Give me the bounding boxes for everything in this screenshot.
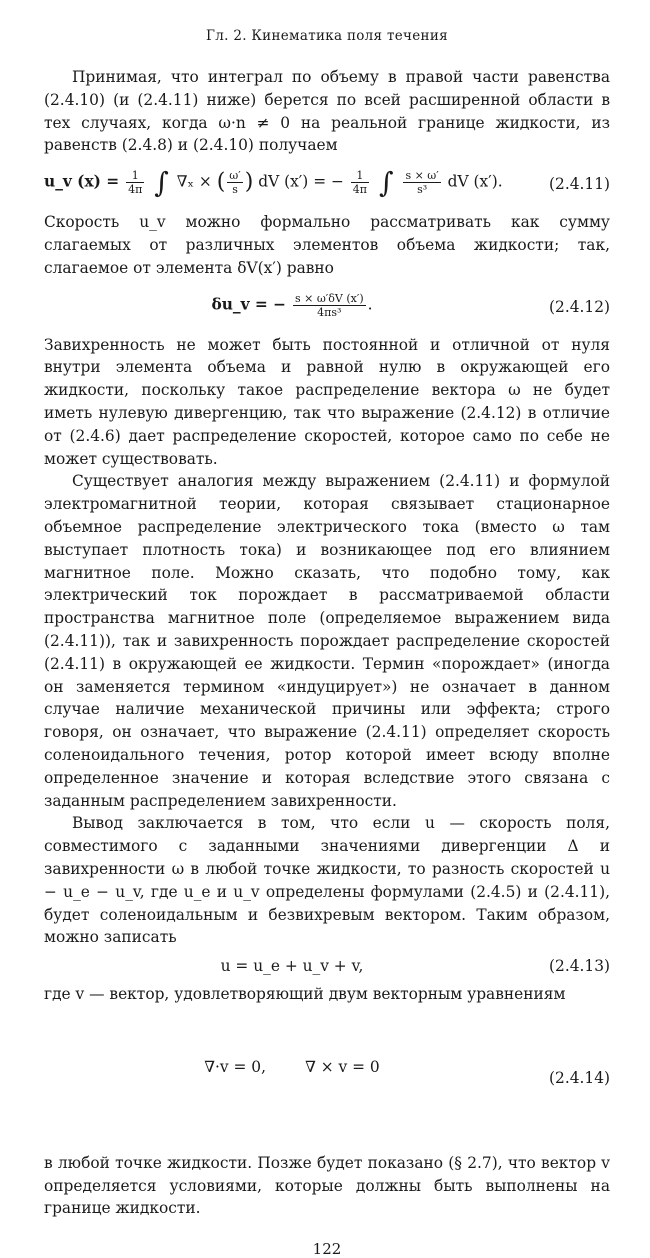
nabla-cross: ∇ₓ × [176, 172, 212, 191]
page-number: 122 [312, 1240, 342, 1258]
equation-body: u = u_e + u_v + v, [220, 957, 364, 976]
frac-num: s × ω′ [405, 169, 439, 183]
frac-num: s × ω′δV (x′) [294, 291, 364, 305]
book-page [44, 28, 610, 1258]
frac-den: s³ [417, 183, 428, 197]
eq-tail: dV (x′). [447, 172, 503, 191]
equation-body: ∇·v = 0, ∇ × v = 0 [204, 1057, 380, 1076]
fraction [293, 292, 366, 319]
equation-body [44, 292, 610, 319]
equation-body [44, 165, 610, 199]
fraction [403, 169, 440, 196]
equation-2-4-11 [44, 165, 610, 199]
frac-num: 1 [351, 169, 369, 183]
eq-lhs: δu_v = − [211, 295, 287, 314]
paragraph-7: в любой точке жидкости. Позже будет показано (§ 2.7), что вектор v определяется условиями, которые должны быть выполнены на границе жидкости. [44, 1153, 610, 1218]
equation-number: (2.4.11) [549, 175, 610, 194]
fraction [227, 169, 242, 196]
integral-symbol: ∫ [378, 165, 394, 199]
running-header: Гл. 2. Кинематика поля течения [206, 28, 448, 44]
fraction [126, 169, 144, 196]
paren-open: ( [216, 169, 226, 195]
frac-den: 4π [352, 183, 368, 197]
frac-num: 1 [126, 169, 144, 183]
frac-num: ω′ [229, 169, 241, 183]
eq-middle: dV (x′) = − [258, 172, 344, 191]
paragraph-4: Существует аналогия между выражением (2.4.11) и формулой электромагнитной теории, которая связывает стационарное объемное распределение электрического тока (вместо ω там выступает плотность тока) и возникающее под его влиянием магнитное поле. Можно сказать, что подобно тому, как электрический ток порождает в рассматриваемой области пространства магнитное поле (определяемое выражением вида (2.4.11)), так и завихренность порождает распределение скоростей (2.4.11) в окружающей ее жидкости. Термин «порождает» (иногда он заменяется термином «индуцирует») не означает в данном случае наличие механической причины или эффекта; строго говоря, он означает, что выражение (2.4.11) определяет скорость соленоидального течения, ротор которой имеет всюду вполне определенное значение и которая вследствие этого связана с заданным распределением завихренности. [44, 472, 610, 810]
paragraph-3: Завихренность не может быть постоянной и отличной от нуля внутри элемента объема и равной нулю в окружающей его жидкости, поскольку такое распределение вектора ω не будет иметь нулевую дивергенцию, так что выражение (2.4.12) в отличие от (2.4.6) дает распределение скоростей, которое само по себе не может существовать. [44, 335, 610, 468]
equation-2-4-13 [44, 955, 610, 977]
paren-close: ) [244, 169, 254, 195]
frac-den: s [232, 183, 238, 197]
equation-2-4-12 [44, 292, 610, 322]
integral-symbol: ∫ [154, 165, 169, 199]
fraction [351, 169, 369, 196]
paragraph-2: Скорость u_v можно формально рассматривать как сумму слагаемых от различных элементов объема жидкости; так, слагаемое от элемента δV(x′) равно [44, 213, 610, 277]
paragraph-6: где v — вектор, удовлетворяющий двум векторным уравнениям [44, 985, 566, 1004]
frac-den: 4πs³ [317, 305, 342, 319]
equation-number: (2.4.13) [549, 957, 610, 976]
equation-2-4-14 [44, 1012, 610, 1144]
paragraph-5: Вывод заключается в том, что если u — скорость поля, совместимого с заданными значениями дивергенции Δ и завихренности ω в любой точке жидкости, то разность скоростей u − u_e − u_v, где u_e и u_v определены формулами (2.4.5) и (2.4.11), будет соленоидальным и безвихревым вектором. Таким образом, можно записать [44, 814, 610, 947]
eq-tail: . [367, 295, 373, 314]
equation-number: (2.4.14) [549, 1068, 610, 1087]
frac-den: 4π [128, 183, 143, 197]
eq-lhs: u_v (x) = [44, 172, 120, 191]
paragraph-1: Принимая, что интеграл по объему в правой части равенства (2.4.10) (и (2.4.11) ниже) берется по всей расширенной области в тех случаях, когда ω·n ≠ 0 на реальной границе жидкости, из равенств (2.4.8) и (2.4.10) получаем [44, 68, 610, 155]
equation-number: (2.4.12) [549, 297, 610, 316]
